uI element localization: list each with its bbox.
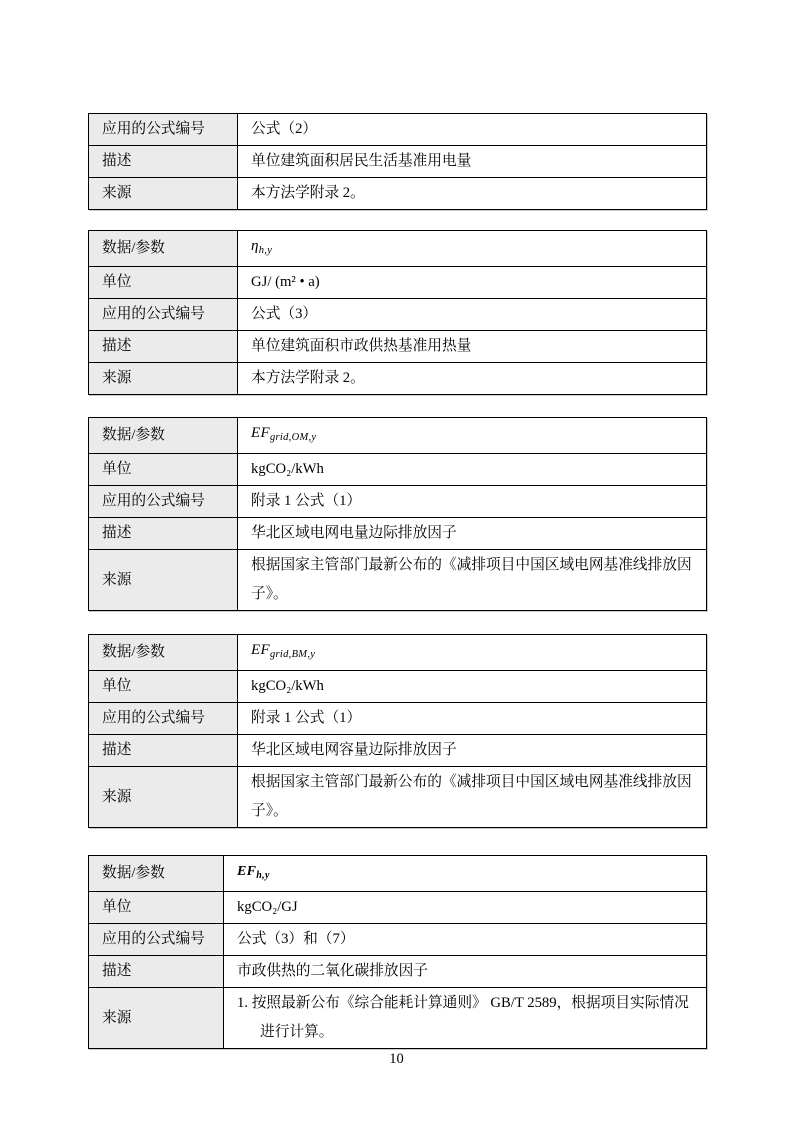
table-row <box>89 988 707 1049</box>
table-row <box>89 418 707 454</box>
parameter-table-1 <box>88 113 707 210</box>
table-row <box>89 671 707 703</box>
row-label: 来源 <box>89 178 238 210</box>
table-row <box>89 892 707 924</box>
row-label: 描述 <box>89 735 238 767</box>
table-row <box>89 924 707 956</box>
table-row <box>89 267 707 299</box>
parameter-table-5 <box>88 855 707 1049</box>
table-row <box>89 454 707 486</box>
row-label: 单位 <box>89 267 238 299</box>
table-row <box>89 231 707 267</box>
row-label: 来源 <box>89 767 238 828</box>
table-row <box>89 486 707 518</box>
row-label: 数据/参数 <box>89 418 238 454</box>
row-value: 根据国家主管部门最新公布的《减排项目中国区域电网基准线排放因子》。 <box>238 550 707 611</box>
table-row <box>89 146 707 178</box>
row-value: 附录 1 公式（1） <box>238 486 707 518</box>
row-label: 数据/参数 <box>89 231 238 267</box>
table-row <box>89 635 707 671</box>
parameter-subscript: grid,OM,y <box>269 432 317 443</box>
row-value: 公式（3） <box>238 299 707 331</box>
row-value: 公式（2） <box>238 114 707 146</box>
row-value: kgCO₂/GJ <box>224 892 707 924</box>
row-label: 应用的公式编号 <box>89 486 238 518</box>
row-value: kgCO₂/kWh <box>238 671 707 703</box>
table-row <box>89 299 707 331</box>
table-row <box>89 178 707 210</box>
row-label: 描述 <box>89 331 238 363</box>
table-row <box>89 856 707 892</box>
parameter-symbol-cell <box>238 635 707 671</box>
table-row <box>89 331 707 363</box>
table-row <box>89 518 707 550</box>
parameter-symbol: EF <box>251 425 270 441</box>
table-row <box>89 703 707 735</box>
row-value: GJ/ (m² • a) <box>238 267 707 299</box>
parameter-symbol: η <box>251 238 259 254</box>
table-row <box>89 735 707 767</box>
table-row <box>89 550 707 611</box>
table-row <box>89 956 707 988</box>
row-label: 描述 <box>89 518 238 550</box>
parameter-subscript: h,y <box>256 870 270 881</box>
row-label: 应用的公式编号 <box>89 299 238 331</box>
row-label: 应用的公式编号 <box>89 924 224 956</box>
row-label: 单位 <box>89 671 238 703</box>
parameter-symbol-cell <box>238 418 707 454</box>
parameter-subscript: grid,BM,y <box>269 649 316 660</box>
row-value: 市政供热的二氧化碳排放因子 <box>224 956 707 988</box>
table-row <box>89 363 707 395</box>
row-value: 单位建筑面积市政供热基准用热量 <box>238 331 707 363</box>
parameter-table-4 <box>88 634 707 828</box>
row-value: 1. 按照最新公布《综合能耗计算通则》 GB/T 2589，根据项目实际情况进行计算。 <box>224 988 707 1049</box>
row-label: 来源 <box>89 988 224 1049</box>
row-label: 来源 <box>89 363 238 395</box>
row-label: 单位 <box>89 454 238 486</box>
page-number: 10 <box>389 1051 404 1067</box>
parameter-symbol: EF <box>251 642 270 658</box>
table-row <box>89 114 707 146</box>
row-label: 数据/参数 <box>89 856 224 892</box>
row-label: 描述 <box>89 146 238 178</box>
parameter-table-2 <box>88 230 707 395</box>
row-label: 来源 <box>89 550 238 611</box>
row-value: 单位建筑面积居民生活基准用电量 <box>238 146 707 178</box>
parameter-table-3 <box>88 417 707 611</box>
row-label: 描述 <box>89 956 224 988</box>
parameter-symbol-cell <box>224 856 707 892</box>
parameter-symbol-cell <box>238 231 707 267</box>
row-label: 数据/参数 <box>89 635 238 671</box>
row-value: 华北区域电网容量边际排放因子 <box>238 735 707 767</box>
row-label: 应用的公式编号 <box>89 703 238 735</box>
row-value: 华北区域电网电量边际排放因子 <box>238 518 707 550</box>
row-value: 根据国家主管部门最新公布的《减排项目中国区域电网基准线排放因子》。 <box>238 767 707 828</box>
row-value: 本方法学附录 2。 <box>238 178 707 210</box>
page-content <box>88 113 707 1049</box>
parameter-subscript: h,y <box>258 245 273 256</box>
row-value: kgCO₂/kWh <box>238 454 707 486</box>
parameter-symbol: EF <box>237 864 257 879</box>
row-value: 附录 1 公式（1） <box>238 703 707 735</box>
row-label: 应用的公式编号 <box>89 114 238 146</box>
table-row <box>89 767 707 828</box>
row-value: 本方法学附录 2。 <box>238 363 707 395</box>
row-value: 公式（3）和（7） <box>224 924 707 956</box>
row-label: 单位 <box>89 892 224 924</box>
